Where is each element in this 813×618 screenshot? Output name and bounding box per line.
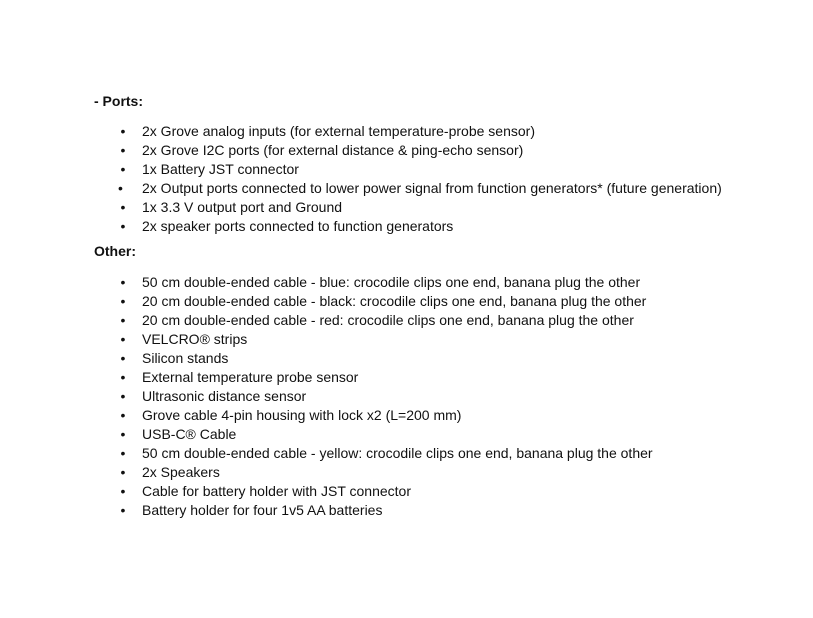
list-item: • 2x Speakers	[94, 463, 724, 482]
bullet-icon: •	[120, 123, 126, 139]
bullet-icon: •	[120, 161, 126, 177]
list-item: • 20 cm double-ended cable - black: crocodile clips one end, banana plug the other	[94, 292, 724, 311]
bullet-icon: •	[120, 331, 126, 347]
bullet-icon: •	[118, 180, 123, 196]
bullet-icon: •	[120, 388, 126, 404]
bullet-icon: •	[120, 464, 126, 480]
bullet-icon: •	[120, 218, 126, 234]
list-item: • Battery holder for four 1v5 AA batteries	[94, 501, 724, 520]
bullet-icon: •	[120, 293, 126, 309]
list-item: • 20 cm double-ended cable - red: crocodile clips one end, banana plug the other	[94, 311, 724, 330]
list-item: • 2x Grove analog inputs (for external temperature-probe sensor)	[94, 122, 724, 141]
list-item: • USB-C® Cable	[94, 425, 724, 444]
list-item: • 2x Grove I2C ports (for external distance & ping-echo sensor)	[94, 141, 724, 160]
bullet-icon: •	[120, 502, 126, 518]
bullet-icon: •	[120, 369, 126, 385]
ports-heading: - Ports:	[94, 93, 143, 109]
bullet-icon: •	[120, 199, 126, 215]
other-list	[94, 273, 724, 520]
bullet-icon: •	[120, 407, 126, 423]
bullet-icon: •	[120, 426, 126, 442]
list-item: • Cable for battery holder with JST connector	[94, 482, 724, 501]
other-heading: Other:	[94, 243, 136, 259]
bullet-icon: •	[120, 445, 126, 461]
bullet-icon: •	[120, 350, 126, 366]
document-page	[94, 92, 724, 520]
list-item: • 50 cm double-ended cable - blue: crocodile clips one end, banana plug the other	[94, 273, 724, 292]
bullet-icon: •	[120, 274, 126, 290]
list-item: • Grove cable 4-pin housing with lock x2 (L=200 mm)	[94, 406, 724, 425]
list-item: • 2x Output ports connected to lower power signal from function generators* (future generation)	[118, 180, 722, 196]
bullet-icon: •	[120, 483, 126, 499]
list-item: • 2x speaker ports connected to function generators	[94, 217, 724, 236]
bullet-icon: •	[120, 312, 126, 328]
bullet-icon: •	[120, 142, 126, 158]
list-item: • 1x Battery JST connector	[94, 160, 724, 179]
list-item: • Silicon stands	[94, 349, 724, 368]
list-item: • 50 cm double-ended cable - yellow: crocodile clips one end, banana plug the other	[94, 444, 724, 463]
list-item: • External temperature probe sensor	[94, 368, 724, 387]
list-item: • Ultrasonic distance sensor	[94, 387, 724, 406]
list-item: • VELCRO® strips	[94, 330, 724, 349]
ports-list	[94, 122, 724, 236]
list-item: • 1x 3.3 V output port and Ground	[94, 198, 724, 217]
